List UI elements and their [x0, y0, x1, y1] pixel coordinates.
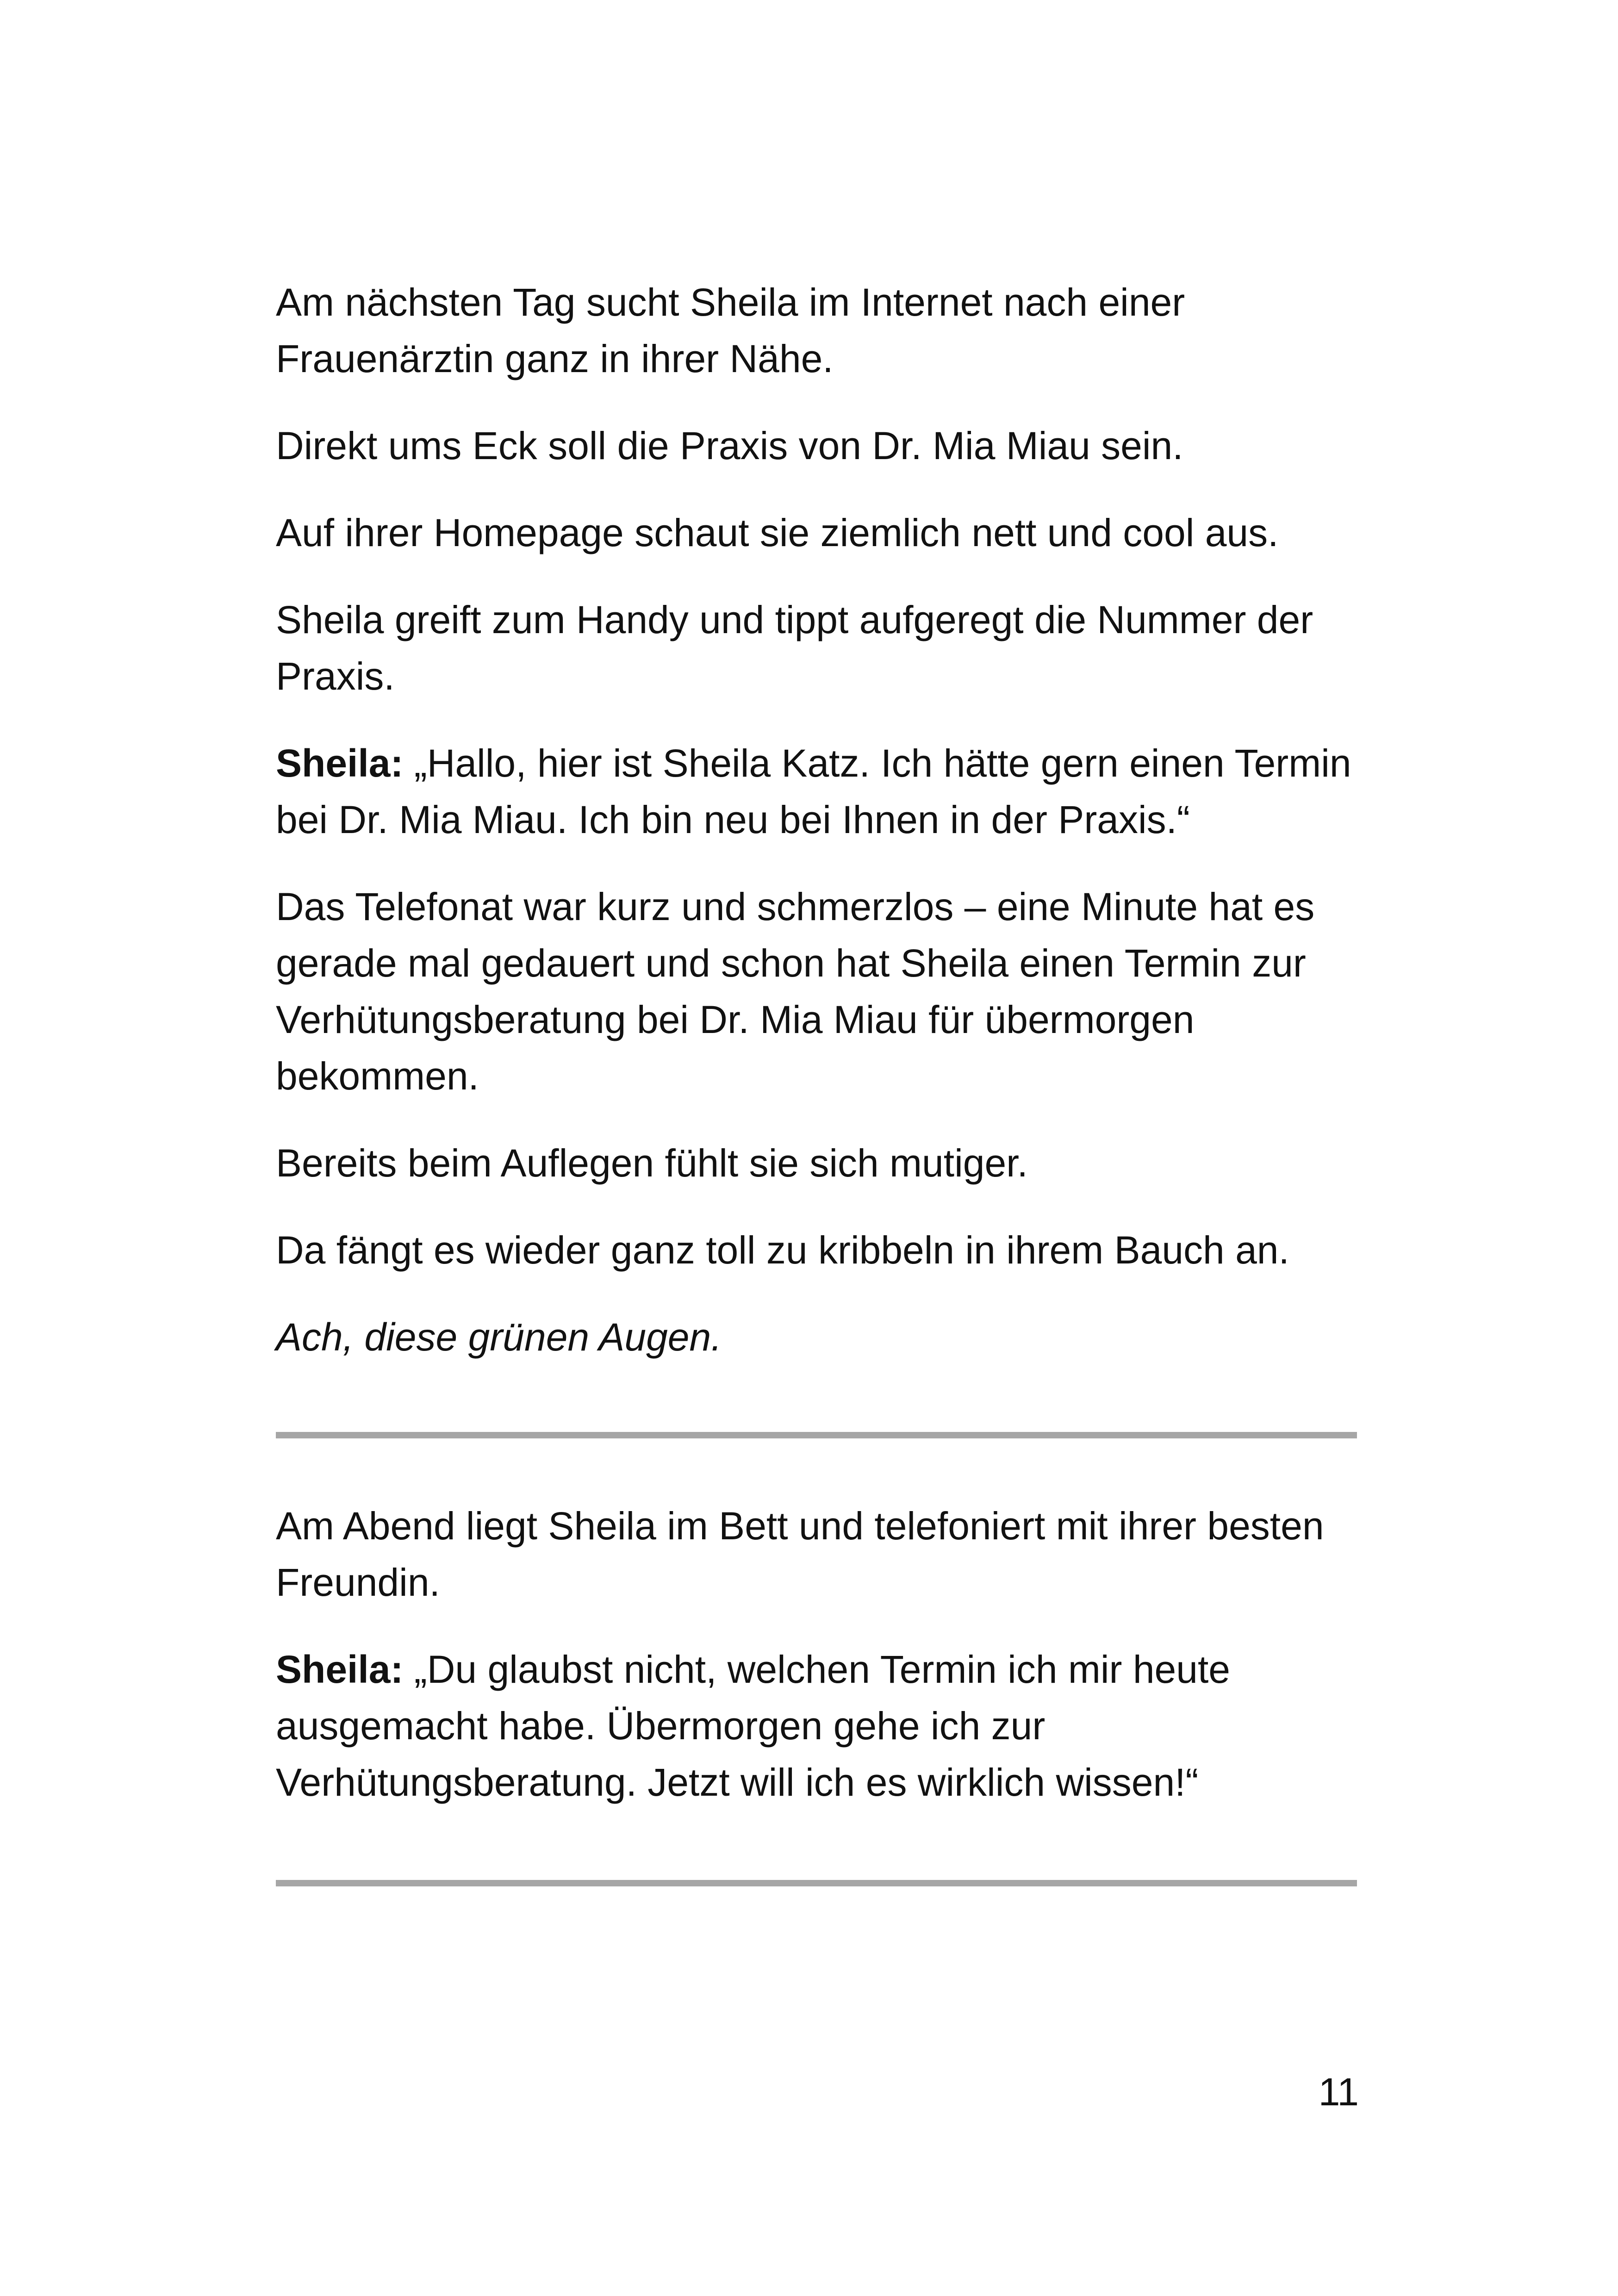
- speaker-label: Sheila:: [276, 1648, 404, 1691]
- body-text: [276, 274, 1359, 1886]
- dialogue-paragraph: [276, 735, 1359, 848]
- paragraph: Am Abend liegt Sheila im Bett und telefoniert mit ihrer besten Freundin.: [276, 1504, 1324, 1604]
- section-divider: [276, 1880, 1357, 1886]
- paragraph: Am nächsten Tag sucht Sheila im Internet nach einer Frauenärztin ganz in ihrer Nähe.: [276, 280, 1185, 380]
- italic-thought: Ach, diese grünen Augen.: [276, 1315, 722, 1359]
- paragraph: Sheila greift zum Handy und tippt aufgeregt die Nummer der Praxis.: [276, 598, 1313, 698]
- page-number: 11: [1318, 2070, 1359, 2114]
- dialogue-text: „Du glaubst nicht, welchen Termin ich mir heute ausgemacht habe. Übermorgen gehe ich zur Verhütungsberatung. Jetzt will ich es wirklich wissen!“: [276, 1648, 1231, 1804]
- dialogue-paragraph: [276, 1641, 1359, 1811]
- speaker-label: Sheila:: [276, 741, 404, 785]
- paragraph: Auf ihrer Homepage schaut sie ziemlich nett und cool aus.: [276, 511, 1279, 554]
- paragraph: Bereits beim Auflegen fühlt sie sich mutiger.: [276, 1141, 1028, 1185]
- section-divider: [276, 1432, 1357, 1438]
- dialogue-text: „Hallo, hier ist Sheila Katz. Ich hätte gern einen Termin bei Dr. Mia Miau. Ich bin neu bei Ihnen in der Praxis.“: [276, 741, 1351, 841]
- paragraph: Das Telefonat war kurz und schmerzlos – eine Minute hat es gerade mal gedauert und schon hat Sheila einen Termin zur Verhütungsberatung bei Dr. Mia Miau für übermorgen bekommen.: [276, 885, 1315, 1098]
- paragraph: Direkt ums Eck soll die Praxis von Dr. Mia Miau sein.: [276, 424, 1183, 467]
- paragraph: Da fängt es wieder ganz toll zu kribbeln in ihrem Bauch an.: [276, 1228, 1289, 1272]
